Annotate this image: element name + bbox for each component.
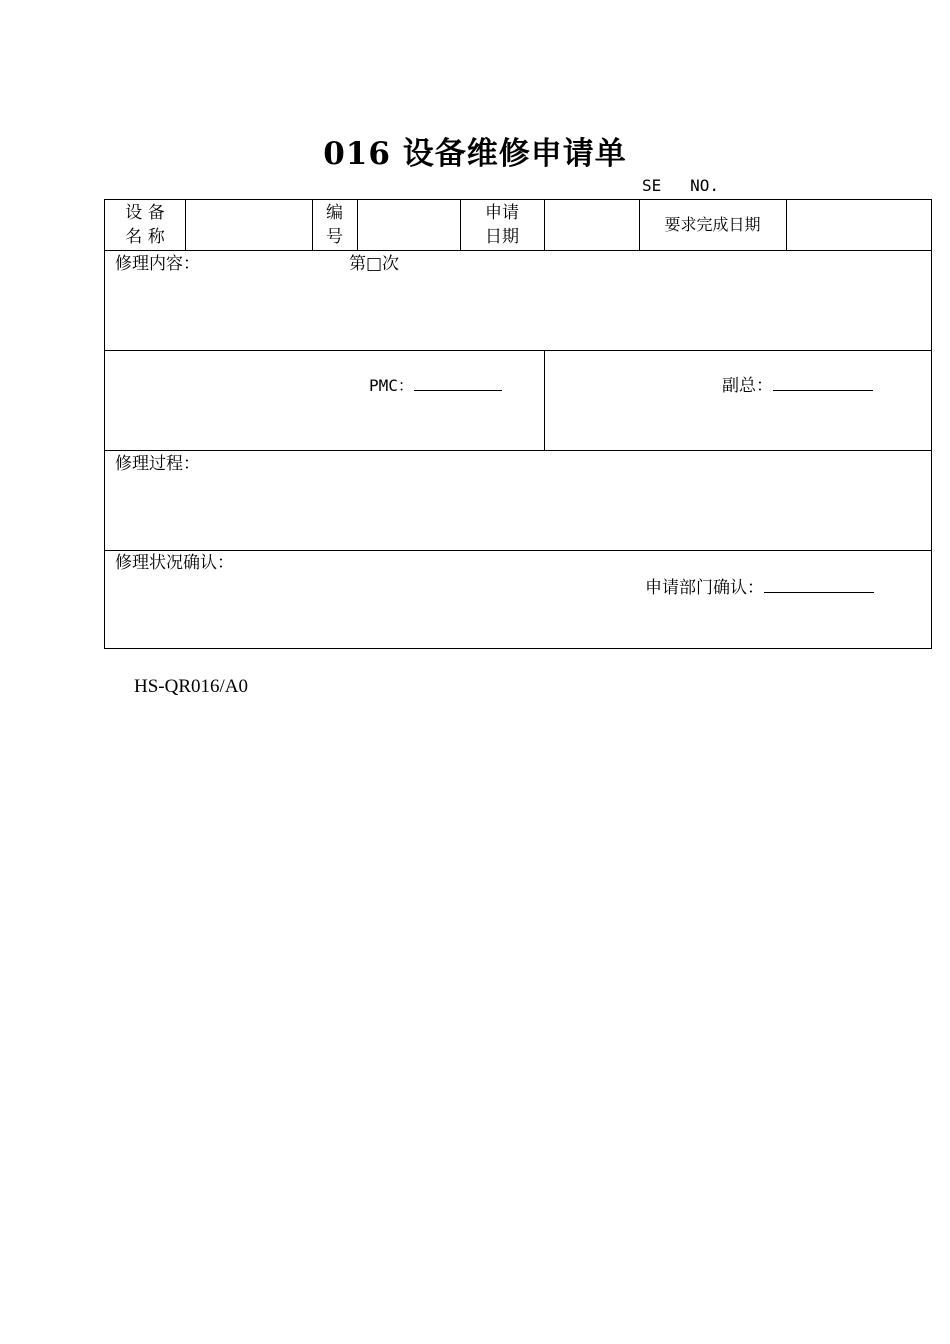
repair-process-label: 修理过程： xyxy=(115,454,200,474)
pmc-approval xyxy=(369,374,502,398)
equipment-name-label: 设 备 名 称 xyxy=(125,203,165,247)
dept-confirm xyxy=(645,576,874,600)
serial-number-label: SE NO. xyxy=(642,176,720,195)
required-completion-date-label: 要求完成日期 xyxy=(664,215,761,234)
equipment-number-field[interactable] xyxy=(358,200,460,250)
deputy-signature-line[interactable] xyxy=(773,374,873,391)
dept-confirm-label: 申请部门确认： xyxy=(645,578,764,598)
deputy-label: 副总： xyxy=(722,376,773,396)
repair-confirm-label: 修理状况确认： xyxy=(115,553,234,573)
repair-content-label: 修理内容： xyxy=(115,254,200,274)
pmc-signature-line[interactable] xyxy=(414,374,502,391)
apply-date-label: 申请 日期 xyxy=(485,203,519,247)
deputy-approval xyxy=(722,374,873,398)
equipment-name-field[interactable] xyxy=(186,200,312,250)
repair-times-label: 第□次 xyxy=(349,254,400,274)
apply-date-field[interactable] xyxy=(545,200,639,250)
repair-request-form xyxy=(104,199,932,649)
equipment-number-label: 编 号 xyxy=(326,203,343,247)
required-completion-date-field[interactable] xyxy=(787,200,932,250)
form-title: 016 设备维修申请单 xyxy=(323,136,627,172)
dept-signature-line[interactable] xyxy=(764,576,874,593)
form-code: HS-QR016/A0 xyxy=(134,676,249,697)
pmc-label: PMC： xyxy=(369,376,414,395)
